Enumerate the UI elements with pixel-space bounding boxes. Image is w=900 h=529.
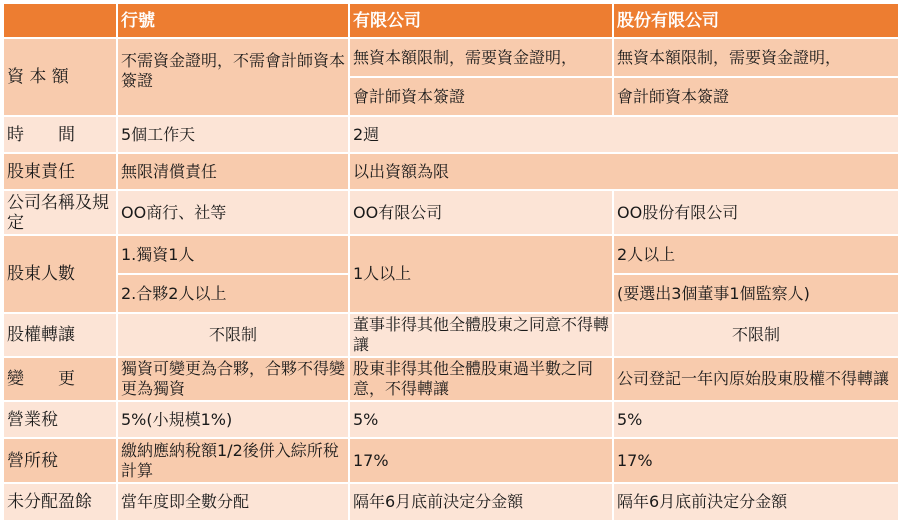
cell-shareholders-shares-line2: (要選出3個董事1個監察人) (613, 274, 899, 313)
cell-capital-limited-line1: 無資本額限制，需要資金證明， (349, 38, 613, 77)
cell-liability-companies: 以出資額為限 (349, 153, 899, 190)
cell-income-tax-limited: 17% (349, 438, 613, 483)
header-row (3, 3, 899, 38)
cell-surplus-sole: 當年度即全數分配 (117, 483, 349, 521)
cell-business-tax-shares: 5% (613, 401, 899, 438)
cell-transfer-sole: 不限制 (117, 313, 349, 357)
row-income-tax (3, 438, 899, 483)
company-type-comparison-table (2, 2, 900, 522)
label-transfer: 股權轉讓 (3, 313, 117, 357)
label-shareholders: 股東人數 (3, 235, 117, 313)
cell-name-shares: OO股份有限公司 (613, 190, 899, 235)
row-capital (3, 38, 899, 77)
cell-name-limited: OO有限公司 (349, 190, 613, 235)
label-name: 公司名稱及規定 (3, 190, 117, 235)
row-change (3, 357, 899, 401)
row-transfer (3, 313, 899, 357)
label-capital: 資 本 額 (3, 38, 117, 116)
cell-business-tax-sole: 5%(小規模1%) (117, 401, 349, 438)
row-surplus (3, 483, 899, 521)
row-business-tax (3, 401, 899, 438)
label-income-tax: 營所稅 (3, 438, 117, 483)
cell-change-shares: 公司登記一年內原始股東股權不得轉讓 (613, 357, 899, 401)
label-surplus: 未分配盈餘 (3, 483, 117, 521)
cell-liability-sole: 無限清償責任 (117, 153, 349, 190)
row-name (3, 190, 899, 235)
cell-time-companies: 2週 (349, 116, 899, 153)
cell-name-sole: OO商行、社等 (117, 190, 349, 235)
cell-surplus-limited: 隔年6月底前決定分金額 (349, 483, 613, 521)
header-sole-proprietorship: 行號 (117, 3, 349, 38)
label-change: 變 更 (3, 357, 117, 401)
row-time (3, 116, 899, 153)
cell-income-tax-shares: 17% (613, 438, 899, 483)
label-business-tax: 營業稅 (3, 401, 117, 438)
cell-surplus-shares: 隔年6月底前決定分金額 (613, 483, 899, 521)
header-limited-company: 有限公司 (349, 3, 613, 38)
cell-change-sole: 獨資可變更為合夥，合夥不得變更為獨資 (117, 357, 349, 401)
cell-shareholders-sole-line2: 2.合夥2人以上 (117, 274, 349, 313)
cell-shareholders-shares-line1: 2人以上 (613, 235, 899, 274)
cell-transfer-limited: 董事非得其他全體股東之同意不得轉讓 (349, 313, 613, 357)
cell-capital-sole: 不需資金證明，不需會計師資本簽證 (117, 38, 349, 116)
cell-capital-limited-line2: 會計師資本簽證 (349, 77, 613, 116)
row-shareholders (3, 235, 899, 274)
cell-capital-shares-line2: 會計師資本簽證 (613, 77, 899, 116)
row-liability (3, 153, 899, 190)
cell-change-limited: 股東非得其他全體股東過半數之同意，不得轉讓 (349, 357, 613, 401)
cell-income-tax-sole: 繳納應納稅額1/2後併入綜所稅計算 (117, 438, 349, 483)
cell-business-tax-limited: 5% (349, 401, 613, 438)
label-liability: 股東責任 (3, 153, 117, 190)
header-company-limited-by-shares: 股份有限公司 (613, 3, 899, 38)
cell-time-sole: 5個工作天 (117, 116, 349, 153)
cell-shareholders-limited: 1人以上 (349, 235, 613, 313)
cell-capital-shares-line1: 無資本額限制，需要資金證明， (613, 38, 899, 77)
cell-transfer-shares: 不限制 (613, 313, 899, 357)
cell-shareholders-sole-line1: 1.獨資1人 (117, 235, 349, 274)
label-time: 時 間 (3, 116, 117, 153)
header-corner (3, 3, 117, 38)
